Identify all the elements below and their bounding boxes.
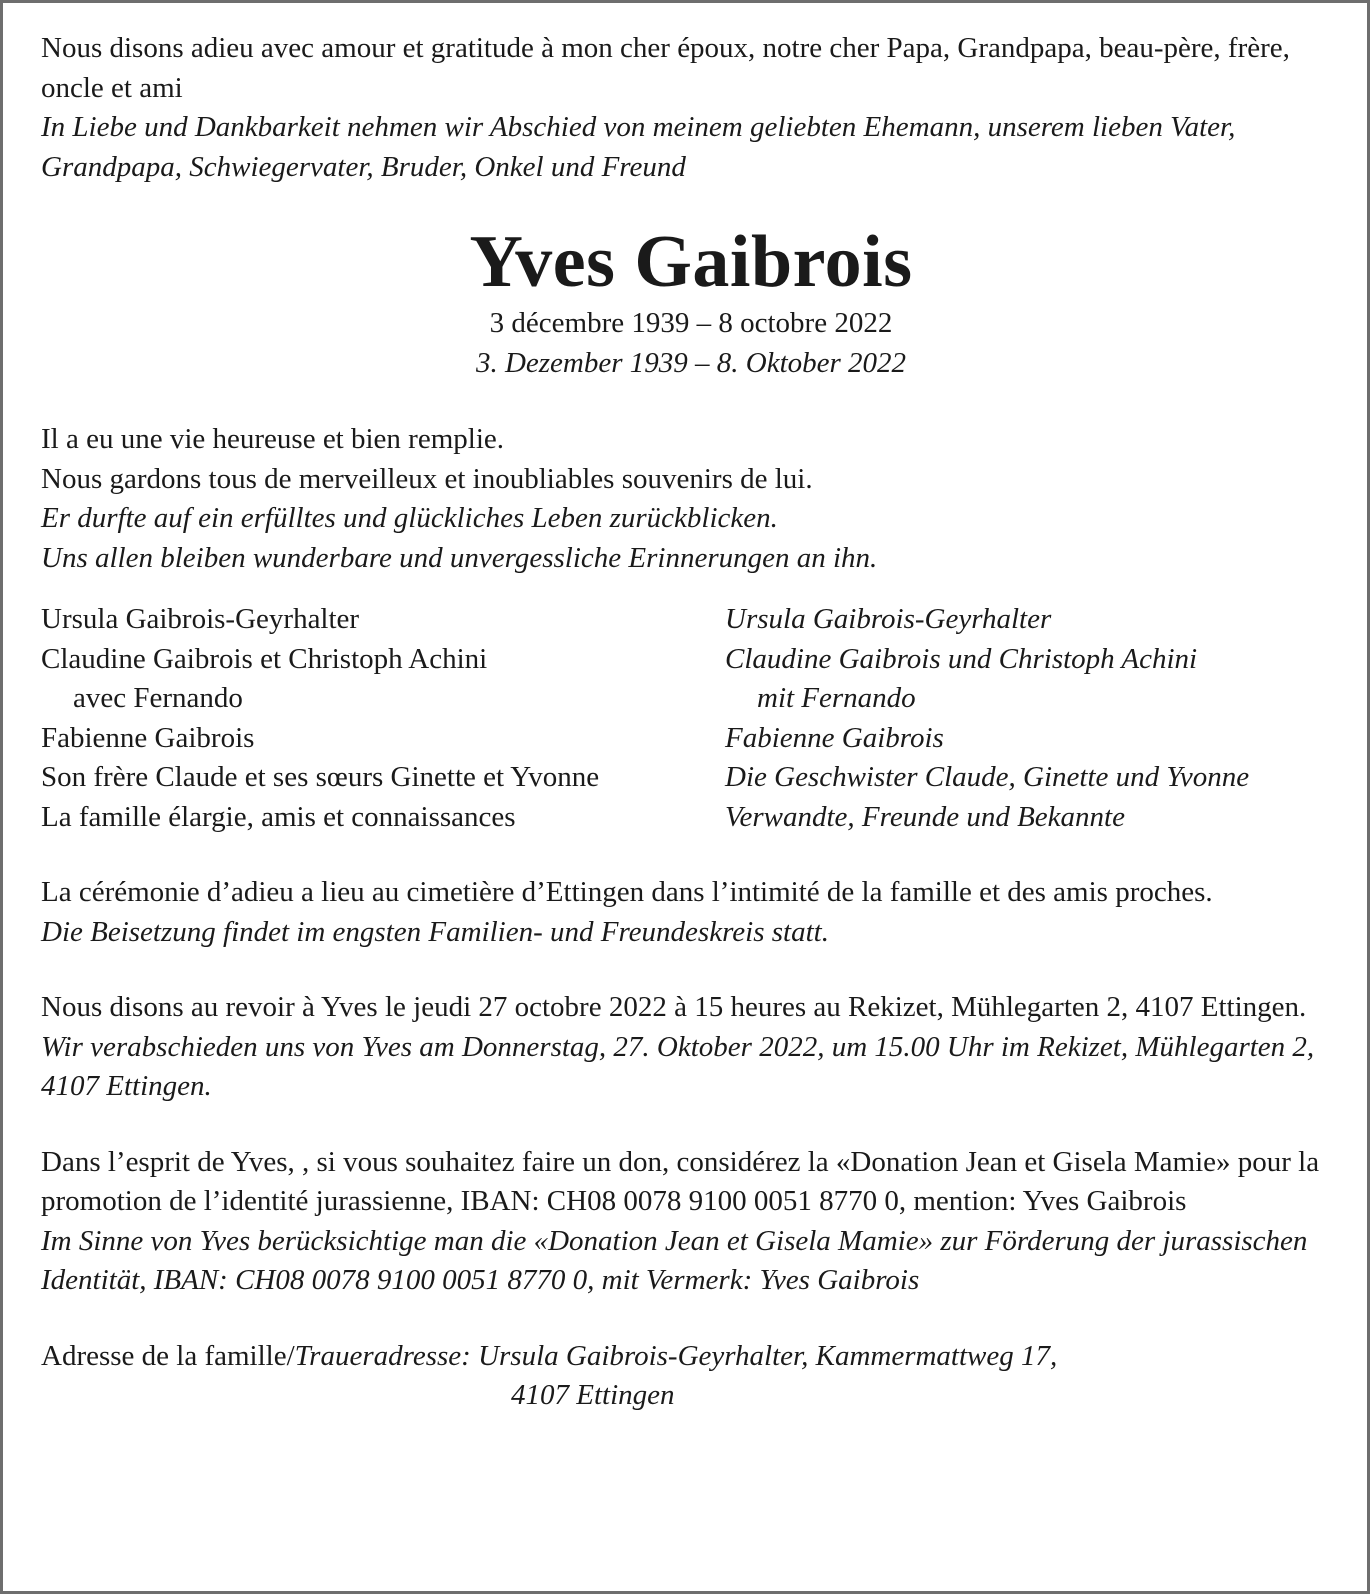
mourner-german: Ursula Gaibrois-Geyrhalter xyxy=(725,603,1052,635)
life-french-line-1: Il a eu une vie heureuse et bien remplie. xyxy=(41,423,504,455)
mourner-french: Son frère Claude et ses sœurs Ginette et Yvonne xyxy=(41,761,600,793)
life-german-line-2: Uns allen bleiben wunderbare und unvergessliche Erinnerungen an ihn. xyxy=(41,541,878,574)
life-section xyxy=(41,420,1341,578)
intro-german: In Liebe und Dankbarkeit nehmen wir Abschied von meinem geliebten Ehemann, unserem lieben Vater, Grandpapa, Schwiegervater, Bruder, Onkel und Freund xyxy=(41,111,1236,183)
donation-german: Im Sinne von Yves berücksichtige man die «Donation Jean et Gisela Mamie» zur Förderung der jurassischen Identität, IBAN: CH08 0078 9100 0051 8770 0, mit Vermerk: Yves Gaibrois xyxy=(41,1224,1308,1296)
dates-french: 3 décembre 1939 – 8 octobre 2022 xyxy=(489,307,893,339)
family-address xyxy=(41,1337,1341,1377)
life-french-line-2: Nous gardons tous de merveilleux et inoubliables souvenirs de lui. xyxy=(41,462,813,495)
intro-french: Nous disons adieu avec amour et gratitude à mon cher époux, notre cher Papa, Grandpapa, beau-père, frère, oncle et ami xyxy=(41,32,1290,104)
ceremony-section xyxy=(41,873,1341,952)
mourner-german: mit Fernando xyxy=(757,682,916,714)
mourner-german: Verwandte, Freunde und Bekannte xyxy=(725,800,1125,833)
mourner-french: avec Fernando xyxy=(73,682,243,714)
farewell-german: Wir verabschieden uns von Yves am Donnerstag, 27. Oktober 2022, um 15.00 Uhr im Rekizet, Mühlegarten 2, 4107 Ettingen. xyxy=(41,1030,1315,1102)
obituary-content xyxy=(41,29,1341,1416)
ceremony-german: Die Beisetzung findet im engsten Familien- und Freundeskreis statt. xyxy=(41,915,829,948)
donation-section xyxy=(41,1143,1341,1301)
mourner-french: La famille élargie, amis et connaissances xyxy=(41,800,516,833)
mourner-french: Claudine Gaibrois et Christoph Achini xyxy=(41,642,488,675)
mourner-german: Fabienne Gaibrois xyxy=(725,721,944,754)
mourners-section xyxy=(41,600,1341,837)
farewell-section xyxy=(41,988,1341,1107)
mourner-french: Fabienne Gaibrois xyxy=(41,721,255,754)
dates-german: 3. Dezember 1939 – 8. Oktober 2022 xyxy=(475,346,907,379)
address-label-french: Adresse de la famille/ xyxy=(41,1339,295,1372)
life-german-line-1: Er durfte auf ein erfülltes und glückliches Leben zurückblicken. xyxy=(41,502,778,534)
farewell-french: Nous disons au revoir à Yves le jeudi 27 octobre 2022 à 15 heures au Rekizet, Mühlegarten 2, 4107 Ettingen. xyxy=(41,991,1307,1023)
donation-french: Dans l’esprit de Yves, , si vous souhaitez faire un don, considérez la «Donation Jean et Gisela Mamie» pour la promotion de l’identité jurassienne, IBAN: CH08 0078 9100 0051 8770 0, mention: Yves Gaibrois xyxy=(41,1145,1320,1217)
mourners-french-column xyxy=(41,600,725,837)
mourner-french: Ursula Gaibrois-Geyrhalter xyxy=(41,603,360,635)
ceremony-french: La cérémonie d’adieu a lieu au cimetière d’Ettingen dans l’intimité de la famille et des amis proches. xyxy=(41,876,1213,908)
address-line-2: 4107 Ettingen xyxy=(511,1379,675,1411)
deceased-name: Yves Gaibrois xyxy=(469,221,913,303)
mourner-german: Claudine Gaibrois und Christoph Achini xyxy=(725,642,1198,675)
mourners-german-column xyxy=(725,600,1341,837)
address-label-german: Traueradresse: xyxy=(294,1339,471,1372)
obituary-page xyxy=(3,3,1367,1591)
mourner-german: Die Geschwister Claude, Ginette und Yvonne xyxy=(725,761,1250,793)
address-line-1: Ursula Gaibrois-Geyrhalter, Kammermattweg 17, xyxy=(478,1339,1058,1372)
address-section xyxy=(41,1337,1341,1416)
